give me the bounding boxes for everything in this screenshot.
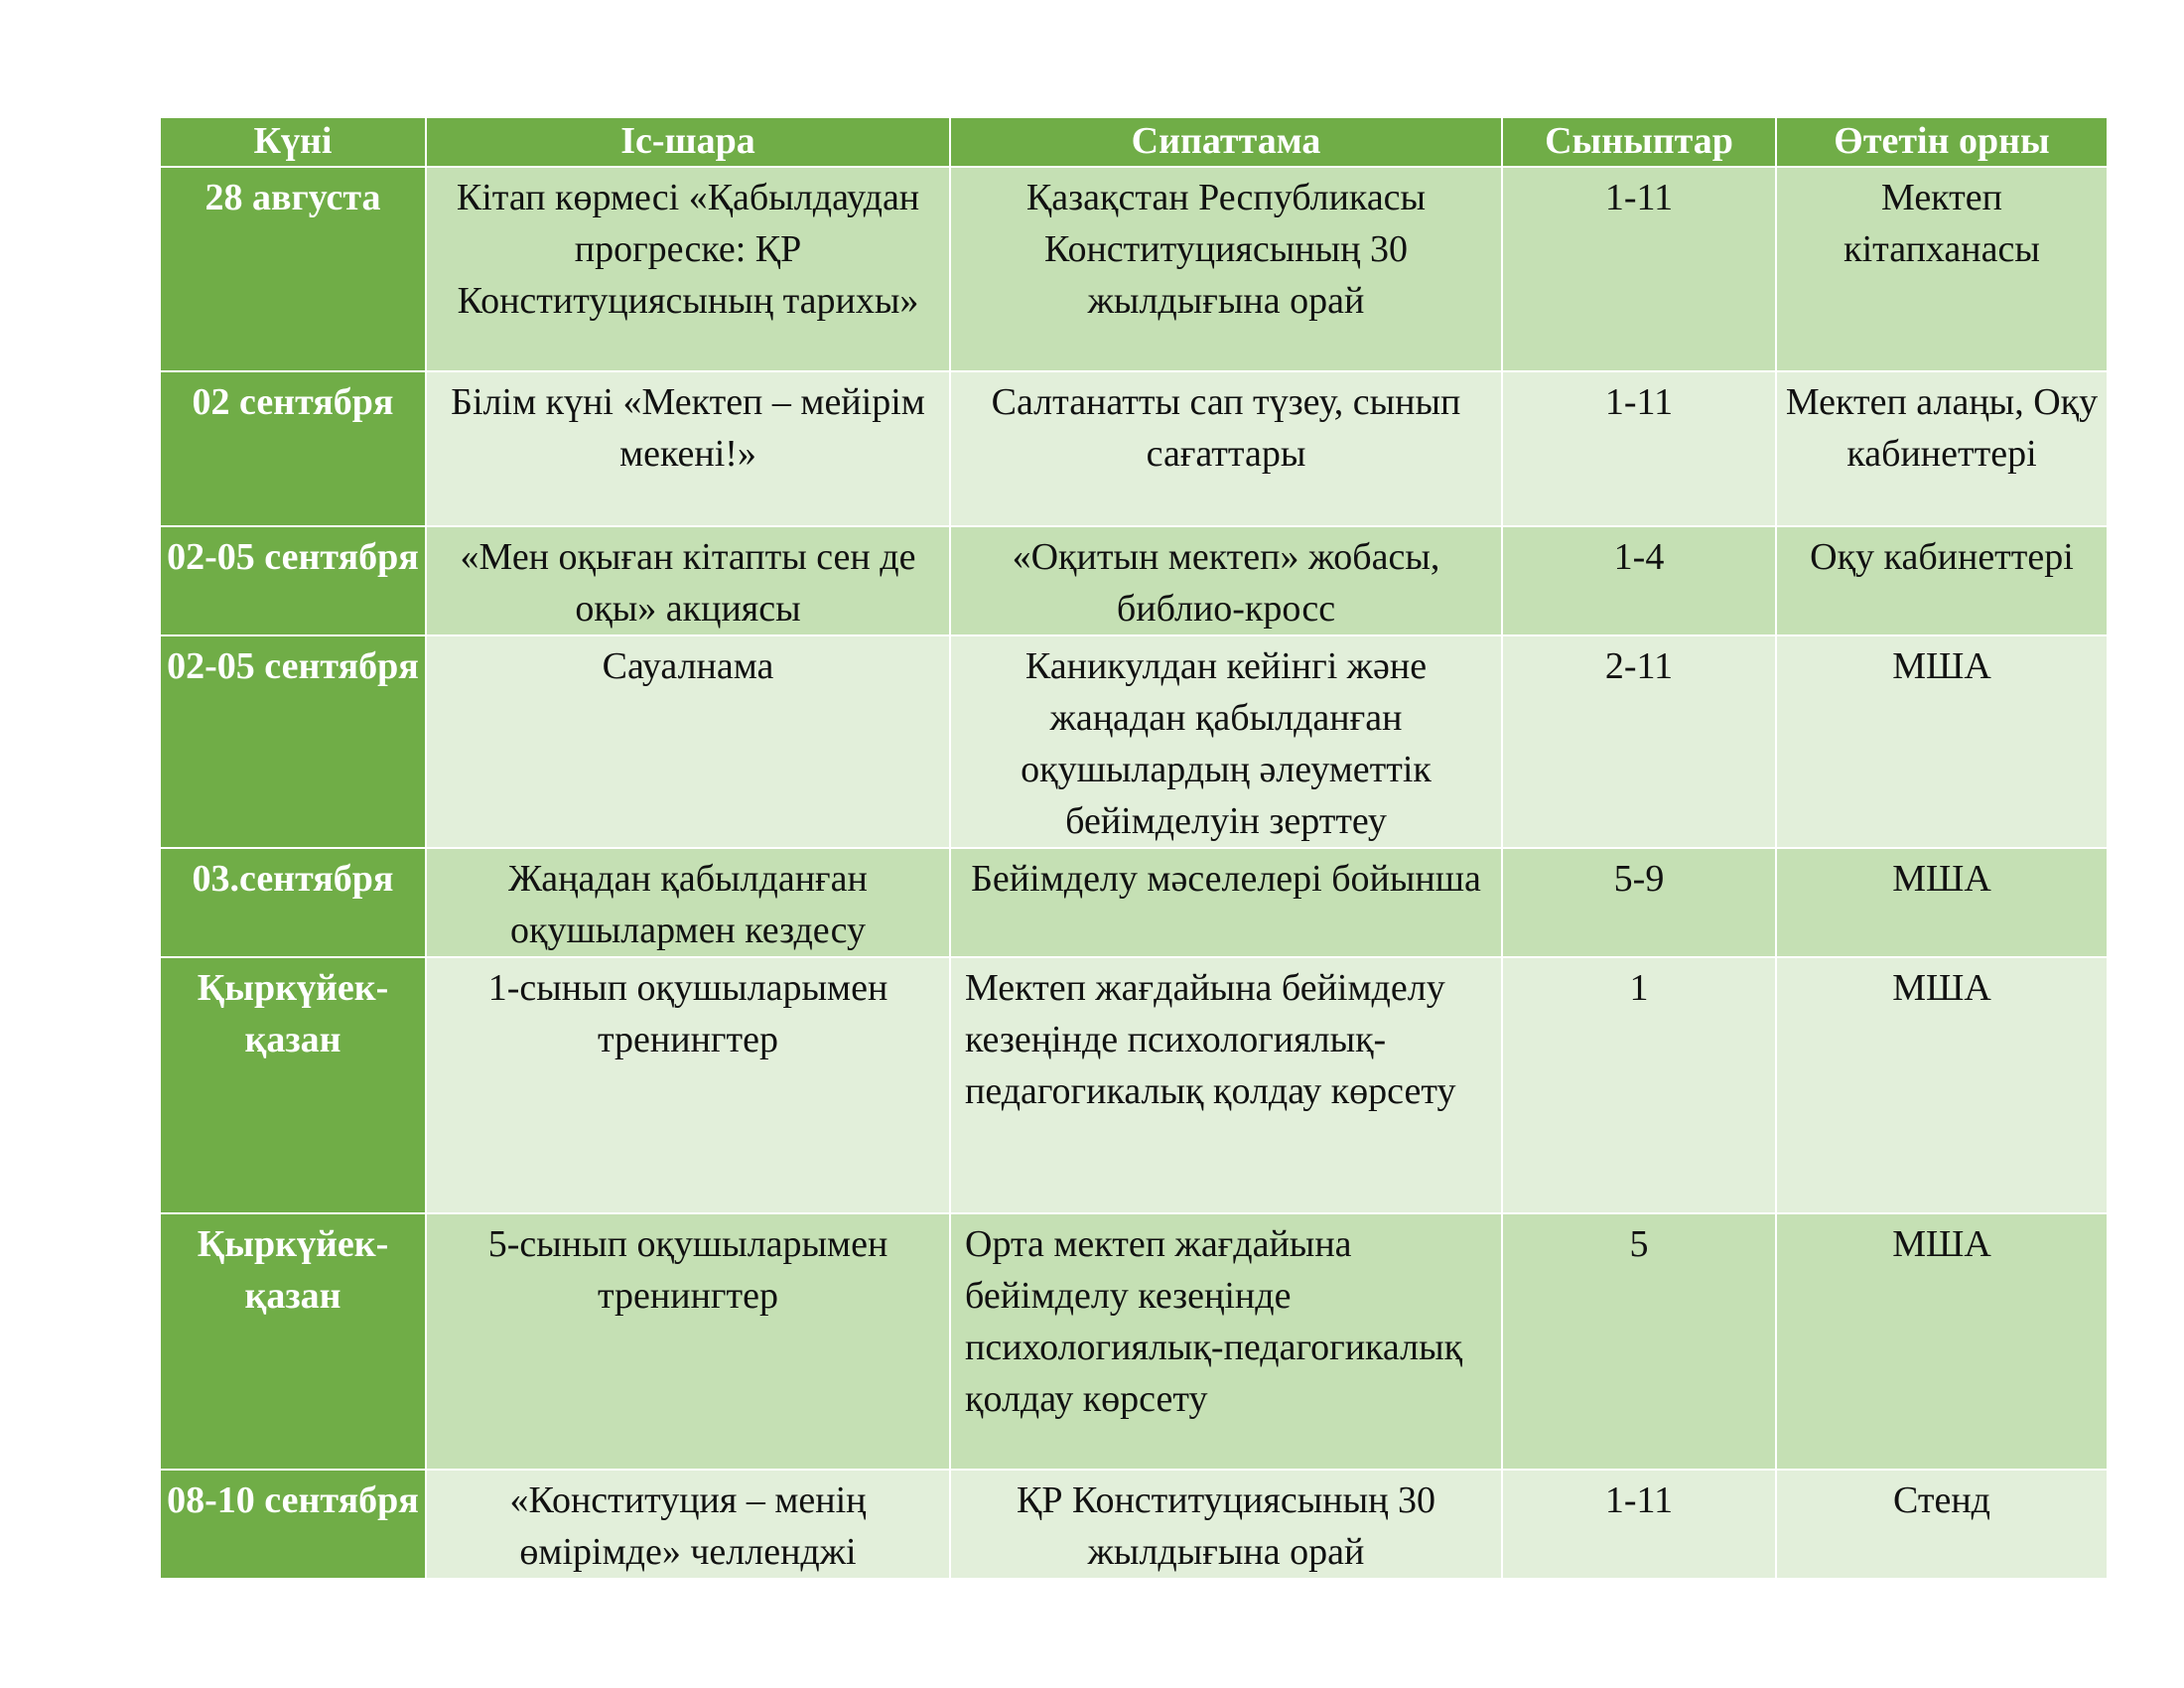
row-classes: 1-4 — [1502, 526, 1776, 635]
row-classes: 1-11 — [1502, 371, 1776, 526]
row-place: МША — [1776, 848, 2108, 957]
row-event: 1-сынып оқушыларымен тренингтер — [426, 957, 950, 1213]
header-event: Іс-шара — [426, 117, 950, 167]
row-description: Бейімделу мәселелері бойынша — [950, 848, 1502, 957]
row-place: Мектеп кітапханасы — [1776, 167, 2108, 371]
row-place: МША — [1776, 635, 2108, 848]
row-date: 02 сентября — [160, 371, 426, 526]
row-event: Кітап көрмесі «Қабылдаудан прогреске: ҚР Конституциясының тарихы» — [426, 167, 950, 371]
row-description: Орта мектеп жағдайына бейімделу кезеңінде психологиялық-педагогикалық қолдау көрсету — [950, 1213, 1502, 1470]
table-row — [160, 526, 2108, 635]
events-plan-table — [159, 116, 2109, 1580]
row-place: МША — [1776, 957, 2108, 1213]
row-classes: 1 — [1502, 957, 1776, 1213]
row-event: «Мен оқыған кітапты сен де оқы» акциясы — [426, 526, 950, 635]
row-event: Сауалнама — [426, 635, 950, 848]
header-classes: Сыныптар — [1502, 117, 1776, 167]
row-description: ҚР Конституциясының 30 жылдығына орай — [950, 1470, 1502, 1579]
row-place: Оқу кабинеттері — [1776, 526, 2108, 635]
table-row — [160, 371, 2108, 526]
table-row — [160, 1213, 2108, 1470]
row-date: 02-05 сентября — [160, 526, 426, 635]
row-date: 28 августа — [160, 167, 426, 371]
row-classes: 5 — [1502, 1213, 1776, 1470]
table-row — [160, 167, 2108, 371]
row-classes: 1-11 — [1502, 167, 1776, 371]
row-date: 08-10 сентября — [160, 1470, 426, 1579]
row-date: Қыркүйек-қазан — [160, 1213, 426, 1470]
row-event: Білім күні «Мектеп – мейірім мекені!» — [426, 371, 950, 526]
row-classes: 2-11 — [1502, 635, 1776, 848]
row-event: 5-сынып оқушыларымен тренингтер — [426, 1213, 950, 1470]
header-date: Күні — [160, 117, 426, 167]
row-place: МША — [1776, 1213, 2108, 1470]
table-row — [160, 848, 2108, 957]
table-row — [160, 635, 2108, 848]
row-date: Қыркүйек-қазан — [160, 957, 426, 1213]
row-description: Мектеп жағдайына бейімделу кезеңінде психологиялық-педагогикалық қолдау көрсету — [950, 957, 1502, 1213]
row-description: «Оқитын мектеп» жобасы, библио-кросс — [950, 526, 1502, 635]
header-description: Сипаттама — [950, 117, 1502, 167]
row-date: 03.сентября — [160, 848, 426, 957]
table-header-row — [160, 117, 2108, 167]
row-event: «Конституция – менің өмірімде» челленджі — [426, 1470, 950, 1579]
row-description: Қазақстан Республикасы Конституциясының 30 жылдығына орай — [950, 167, 1502, 371]
table-row — [160, 957, 2108, 1213]
row-classes: 5-9 — [1502, 848, 1776, 957]
table-row — [160, 1470, 2108, 1579]
row-classes: 1-11 — [1502, 1470, 1776, 1579]
header-place: Өтетін орны — [1776, 117, 2108, 167]
row-event: Жаңадан қабылданған оқушылармен кездесу — [426, 848, 950, 957]
row-place: Мектеп алаңы, Оқу кабинеттері — [1776, 371, 2108, 526]
row-place: Стенд — [1776, 1470, 2108, 1579]
row-description: Каникулдан кейінгі және жаңадан қабылданған оқушылардың әлеуметтік бейімделуін зерттеу — [950, 635, 1502, 848]
row-date: 02-05 сентября — [160, 635, 426, 848]
row-description: Салтанатты сап түзеу, сынып сағаттары — [950, 371, 1502, 526]
